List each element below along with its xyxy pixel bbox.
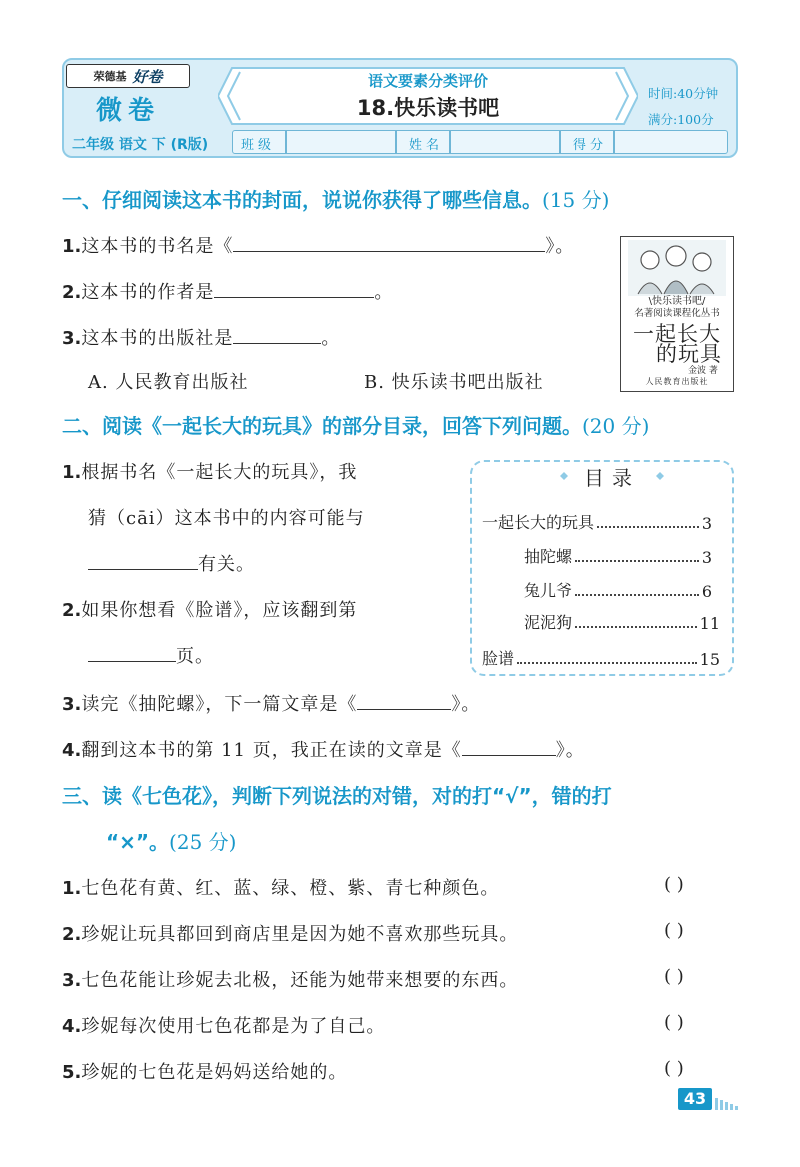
question-number: 2.	[62, 282, 82, 303]
section-2-text: 二、阅读《一起长大的玩具》的部分目录，回答下列问题。	[62, 414, 582, 438]
book-cover-illustration	[628, 240, 726, 296]
section-2-score: (20 分)	[582, 414, 650, 438]
section-3-text: “×”。	[106, 830, 170, 854]
toc-entry	[482, 646, 720, 669]
section-1-score: (15 分)	[542, 188, 610, 212]
toc-entry-page: 11	[699, 614, 720, 633]
answer-blank[interactable]	[462, 737, 556, 756]
answer-parentheses[interactable]: ( )	[664, 966, 684, 987]
question-text: 这本书的作者是	[81, 282, 215, 303]
toc-entry-page: 3	[701, 548, 712, 567]
statement-text: 珍妮让玩具都回到商店里是因为她不喜欢那些玩具。	[81, 924, 519, 945]
question-number: 4.	[62, 1016, 82, 1037]
leader-dots	[575, 625, 697, 628]
leader-dots	[597, 525, 699, 528]
question-number: 1.	[62, 462, 82, 483]
divider	[559, 131, 561, 153]
grade-label: 二年级 语文 下 (R版)	[72, 137, 209, 153]
s2-question-3	[62, 690, 480, 716]
question-text: 根据书名《一起长大的玩具》，我	[81, 462, 358, 483]
question-number: 2.	[62, 924, 82, 945]
full-score: 满分:100分	[648, 112, 714, 127]
divider	[285, 131, 287, 153]
toc-entry-title: 兔儿爷	[524, 581, 573, 600]
page-number: 43	[678, 1088, 712, 1110]
s2-question-1-line-3	[88, 550, 255, 576]
question-number: 5.	[62, 1062, 82, 1083]
s2-question-1-line-2: 猜（cāi）这本书中的内容可能与	[88, 508, 365, 529]
question-text-end: 有关。	[198, 554, 255, 575]
answer-blank[interactable]	[233, 233, 545, 252]
toc-entry	[524, 544, 712, 567]
toc-entry-page: 15	[699, 650, 720, 669]
brand-mark: 好卷	[132, 67, 163, 86]
s3-item-3	[62, 966, 518, 992]
question-text-end: 。	[321, 328, 341, 349]
question-text-end: 》。	[555, 740, 585, 761]
divider	[449, 131, 451, 153]
section-3-title-line-2	[106, 826, 236, 855]
divider	[613, 131, 615, 153]
subject-title: 语文要素分类评价	[367, 72, 488, 90]
s2-question-4	[62, 736, 585, 762]
section-3-title-line-1: 三、读《七色花》，判断下列说法的对错，对的打“√”，错的打	[62, 784, 612, 808]
section-1-title	[62, 184, 609, 213]
book-title-line-1: 一起长大	[633, 322, 721, 346]
s3-item-2	[62, 920, 518, 946]
table-of-contents	[470, 460, 734, 676]
toc-entry	[482, 510, 712, 533]
book-publisher: 人民教育出版社	[645, 377, 709, 386]
toc-entry	[524, 578, 712, 601]
question-number: 3.	[62, 694, 82, 715]
score-label: 得分	[573, 138, 608, 153]
statement-text: 七色花能让珍妮去北极，还能为她带来想要的东西。	[81, 970, 519, 991]
option-b: B. 快乐读书吧出版社	[364, 372, 544, 393]
leader-dots	[575, 559, 699, 562]
question-number: 1.	[62, 878, 82, 899]
page-number-bars-icon	[714, 1094, 742, 1110]
question-text: 读完《抽陀螺》，下一篇文章是《	[81, 694, 358, 715]
s3-item-1	[62, 874, 499, 900]
toc-entry	[524, 610, 720, 633]
toc-entry-title: 脸谱	[482, 649, 515, 668]
toc-entry-title: 抽陀螺	[524, 547, 573, 566]
book-title-line-2: 的玩具	[656, 342, 722, 366]
section-1-text: 一、仔细阅读这本书的封面，说说你获得了哪些信息。	[62, 188, 542, 212]
name-label: 姓名	[409, 138, 444, 153]
s3-item-4	[62, 1012, 385, 1038]
question-text-end: 页。	[176, 646, 214, 667]
option-a: A. 人民教育出版社	[88, 372, 249, 393]
brand-name: 荣德基	[93, 70, 127, 83]
toc-entry-page: 3	[701, 514, 712, 533]
s1-question-2	[62, 278, 393, 304]
leader-dots	[575, 593, 699, 596]
class-label: 班级	[241, 138, 276, 153]
question-text-end: 。	[374, 282, 394, 303]
section-3-score: (25 分)	[169, 830, 237, 854]
question-text: 如果你想看《脸谱》，应该翻到第	[81, 600, 358, 621]
series-title: 微卷	[95, 96, 160, 126]
toc-heading: 目录	[584, 466, 640, 490]
answer-parentheses[interactable]: ( )	[664, 1012, 684, 1033]
time-limit: 时间:40分钟	[648, 86, 719, 101]
section-2-title	[62, 410, 649, 439]
question-text-end: 》。	[545, 236, 575, 257]
book-series: \快乐读书吧/	[648, 296, 706, 307]
divider	[395, 131, 397, 153]
answer-blank[interactable]	[88, 643, 176, 662]
statement-text: 七色花有黄、红、蓝、绿、橙、紫、青七种颜色。	[81, 878, 500, 899]
answer-parentheses[interactable]: ( )	[664, 874, 684, 895]
s2-question-2-line-1	[62, 596, 357, 622]
toc-entry-title: 泥泥狗	[524, 613, 573, 632]
statement-text: 珍妮每次使用七色花都是为了自己。	[81, 1016, 386, 1037]
answer-parentheses[interactable]: ( )	[664, 1058, 684, 1079]
lesson-title: 18.快乐读书吧	[356, 96, 500, 120]
question-text: 这本书的出版社是	[81, 328, 234, 349]
s3-item-5	[62, 1058, 347, 1084]
book-series-subtitle: 名著阅读课程化丛书	[634, 308, 720, 319]
question-text: 翻到这本书的第 11 页，我正在读的文章是《	[81, 740, 462, 761]
statement-text: 珍妮的七色花是妈妈送给她的。	[81, 1062, 348, 1083]
s2-question-2-line-2	[88, 642, 214, 668]
brand-logo	[66, 64, 190, 88]
answer-parentheses[interactable]: ( )	[664, 920, 684, 941]
answer-blank[interactable]	[357, 691, 451, 710]
toc-entry-page: 6	[701, 582, 712, 601]
question-text: 这本书的书名是《	[81, 236, 234, 257]
question-number: 1.	[62, 236, 82, 257]
s1-question-1	[62, 232, 574, 258]
question-number: 2.	[62, 600, 82, 621]
question-text-end: 》。	[451, 694, 481, 715]
question-number: 4.	[62, 740, 82, 761]
s1-question-3	[62, 324, 340, 350]
book-author: 金波 著	[688, 366, 718, 376]
answer-blank[interactable]	[88, 551, 198, 570]
answer-blank[interactable]	[233, 325, 321, 344]
answer-blank[interactable]	[214, 279, 374, 298]
question-number: 3.	[62, 970, 82, 991]
toc-entry-title: 一起长大的玩具	[482, 513, 595, 532]
question-number: 3.	[62, 328, 82, 349]
s2-question-1-line-1	[62, 458, 357, 484]
leader-dots	[517, 661, 697, 664]
student-info-bar	[232, 130, 728, 154]
